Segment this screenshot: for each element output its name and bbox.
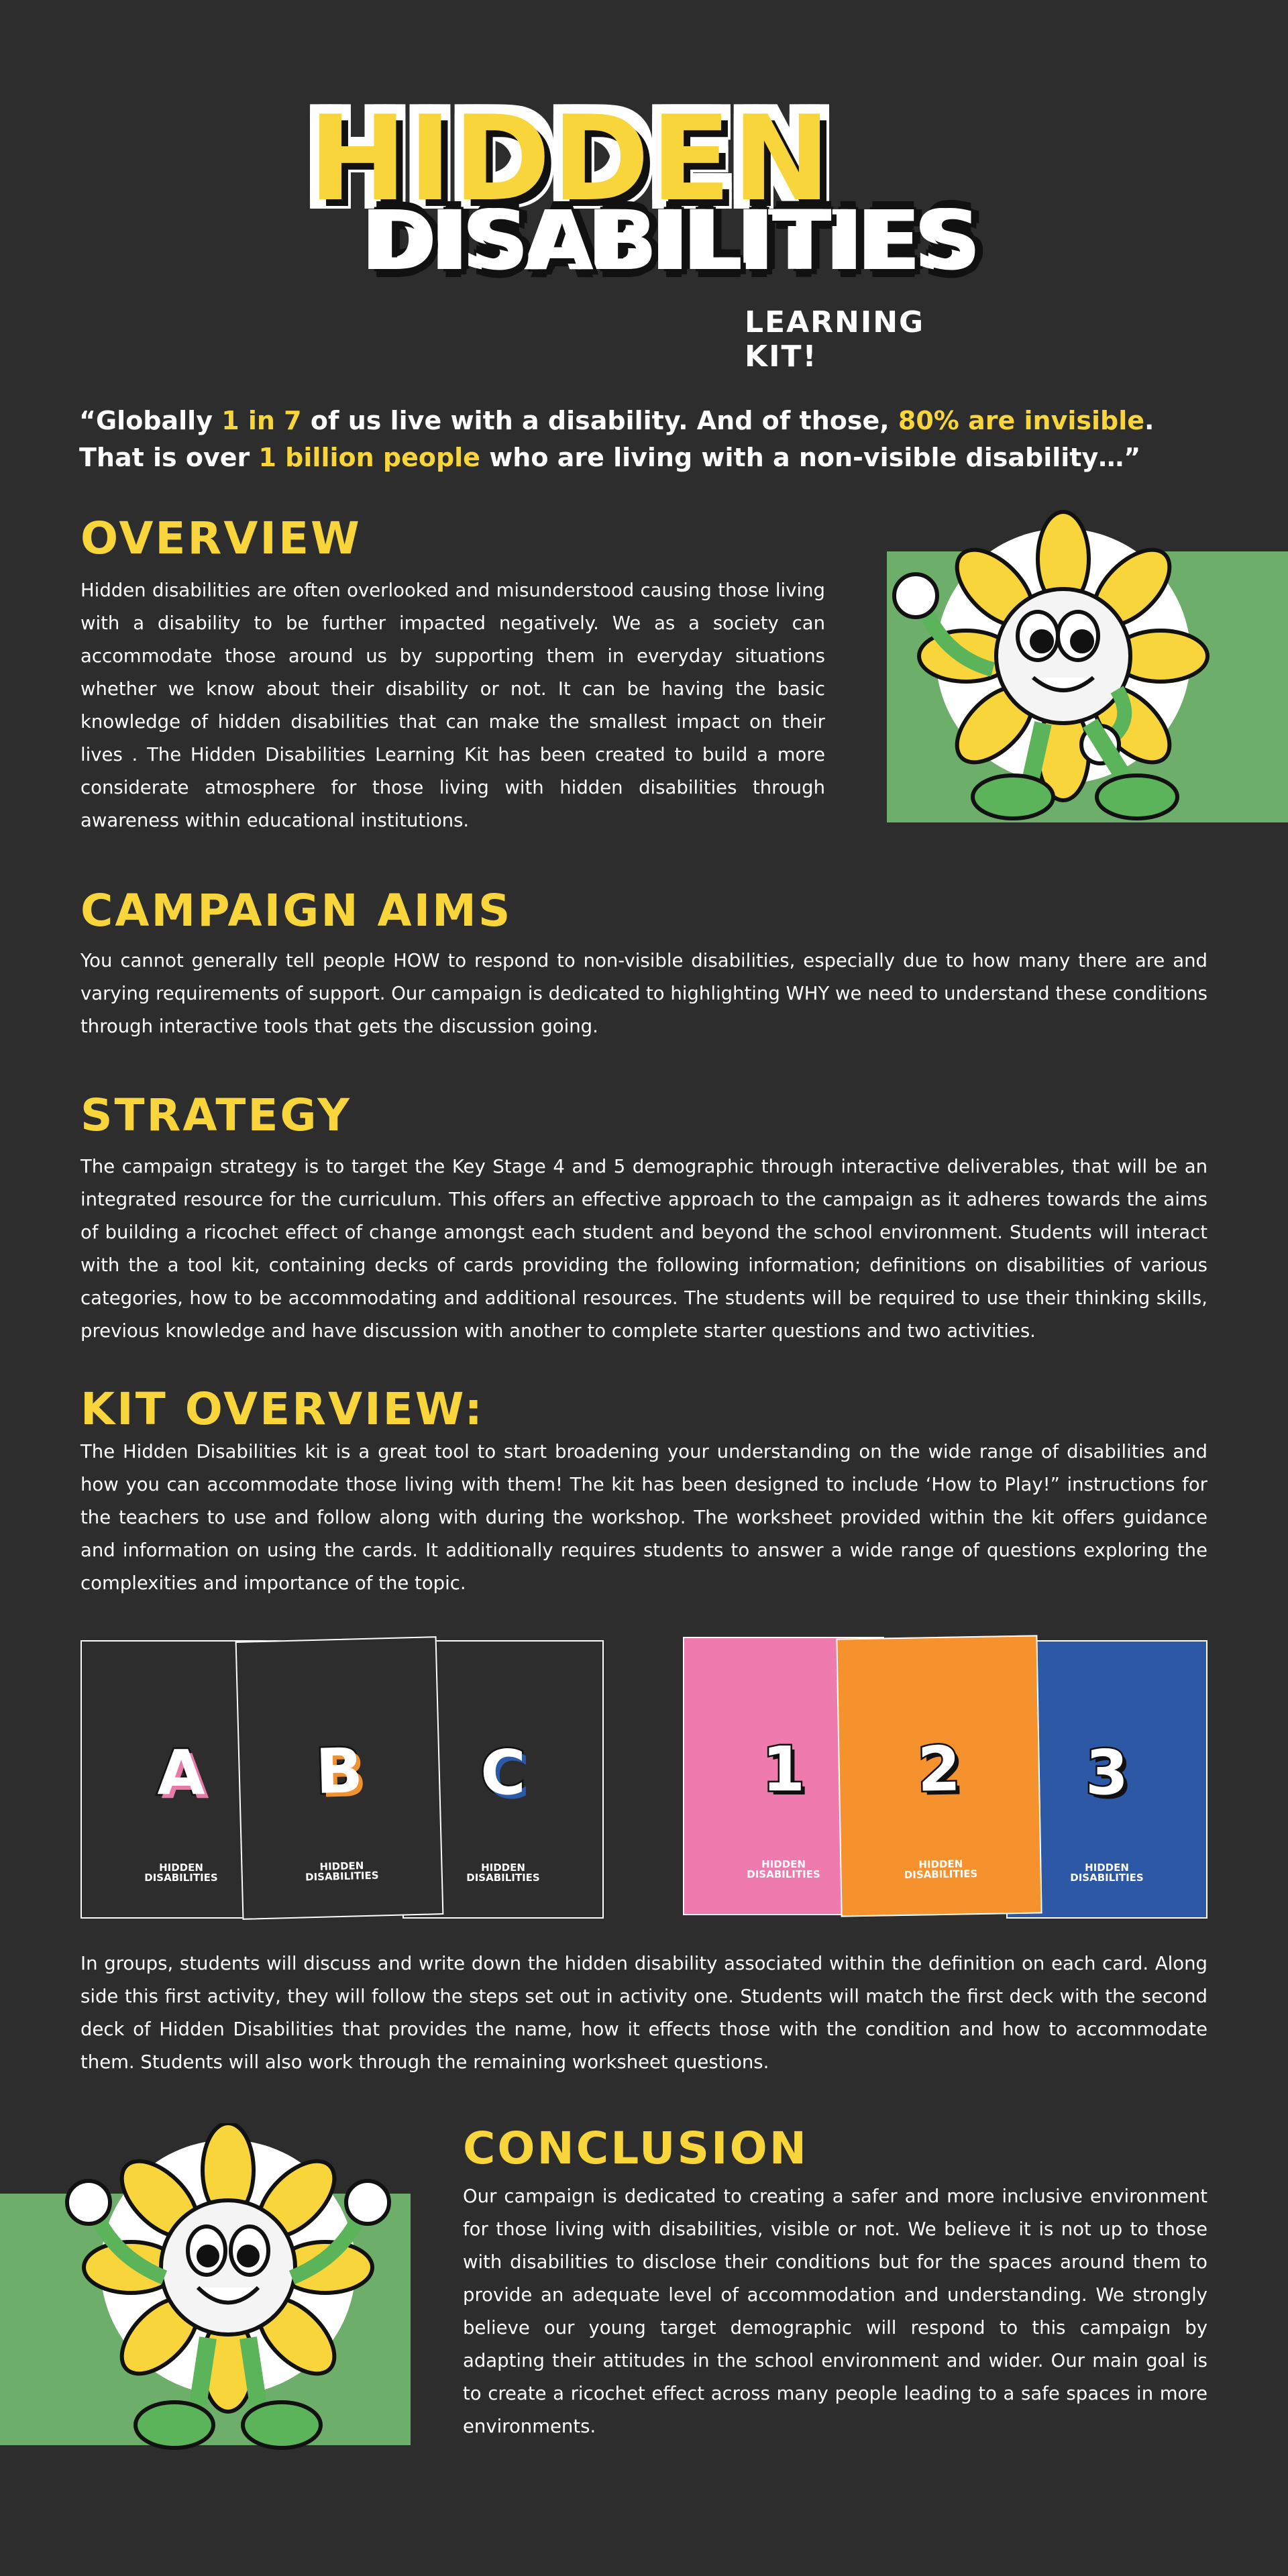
card-mini-logo-line: DISABILITIES [904, 1868, 978, 1881]
quote-text: who are living with a non-visible disability…” [480, 443, 1141, 472]
conclusion-heading: CONCLUSION [463, 2123, 808, 2174]
card-number-label: 3 [1085, 1737, 1128, 1809]
logo-tagline: LEARNING KIT! [745, 305, 925, 374]
card-mini-logo [242, 1859, 441, 1884]
quote-text: of us live with a disability. And of those, [301, 406, 898, 435]
logo-title-disabilities: DISABILITIES [369, 193, 983, 288]
conclusion-text: Our campaign is dedicated to creating a safer and more inclusive environment for those living with disabilities, visible or not. We believe it is not up to those with disabilities to disclose their conditions but for the spaces around them to provide an adequate level of accommodation and understanding. We strongly believe our young target demographic will respond to this campaign by adapting their attitudes in the school environment and wider. Our main goal is to create a ricochet effect across many people leading to a safe spaces in more environments. [463, 2186, 1208, 2437]
card-letter-label: B [315, 1735, 364, 1808]
card-mini-logo-line: HIDDEN [319, 1860, 364, 1873]
card-mini-logo-line: HIDDEN [761, 1858, 806, 1870]
card-letter-label: C [480, 1737, 526, 1809]
card-number-label: 1 [761, 1733, 805, 1805]
card-mini-logo-line: DISABILITIES [466, 1872, 540, 1884]
card-mini-logo-line: DISABILITIES [1070, 1872, 1144, 1884]
card-number-label: 2 [916, 1733, 961, 1806]
overview-text: Hidden disabilities are often overlooked and misunderstood causing those living with a disability to be further impacted negatively. We as a society can accommodate those around us by supporting them in everyday situations whether we know about their disability or not. It can be having the basic knowledge of hidden disabilities that can make the smallest impact on their lives . The Hidden Disabilities Learning Kit has been created to build a more considerate atmosphere for those living with hidden disabilities through awareness within educational institutions. [80, 580, 825, 831]
card-mini-logo-line: DISABILITIES [305, 1869, 379, 1884]
card-mini-logo-line: HIDDEN [918, 1858, 963, 1871]
logo-title-hidden: HIDDEN [309, 91, 833, 227]
intro-quote [79, 402, 1166, 476]
sunflower-mascot-cheering [54, 2123, 402, 2479]
card-letter-b [235, 1636, 444, 1920]
quote-highlight: 1 billion people [258, 443, 480, 472]
quote-text: “Globally [79, 406, 222, 435]
quote-text: . That is over [79, 406, 1155, 472]
card-mini-logo [841, 1858, 1040, 1881]
sunflower-mascot-waving [862, 502, 1211, 844]
quote-highlight: 1 in 7 [221, 406, 302, 435]
strategy-heading: STRATEGY [80, 1089, 352, 1141]
campaign-aims-heading: CAMPAIGN AIMS [80, 885, 513, 936]
card-letter-label: A [157, 1737, 205, 1809]
campaign-aims-text: You cannot generally tell people HOW to respond to non-visible disabilities, especially due to how many there are and varying requirements of support. Our campaign is dedicated to highlighting WHY we need to understand these conditions through interactive tools that gets the discussion going. [80, 950, 1208, 1037]
card-mini-logo-line: HIDDEN [1085, 1862, 1129, 1874]
strategy-text: The campaign strategy is to target the Key Stage 4 and 5 demographic through interactive deliverables, that will be an integrated resource for the curriculum. This offers an effective approach to the campaign as it adheres towards the aims of building a ricochet effect of change amongst each student and beyond the school environment. Students will interact with the a tool kit, containing decks of cards providing the following information; definitions on disabilities of various categories, how to be accommodating and additional resources. The students will be required to use their thinking skills, previous knowledge and have discussion with another to complete starter questions and two activities. [80, 1156, 1208, 1342]
activity-text: In groups, students will discuss and write down the hidden disability associated within the definition on each card. Along side this first activity, they will follow the steps set out in activity one. Students will match the first deck with the second deck of Hidden Disabilities that provides the name, how it effects those with the condition and how to accommodate them. Students will also work through the remaining worksheet questions. [80, 1953, 1208, 2073]
overview-heading: OVERVIEW [80, 513, 362, 564]
card-mini-logo-line: HIDDEN [481, 1862, 525, 1874]
kit-overview-text: The Hidden Disabilities kit is a great tool to start broadening your understanding on the wide range of disabilities and how you can accommodate those living with them! The kit has been designed to include ‘How to Play!” instructions for the teachers to use and follow along with during the workshop. The worksheet provided within the kit offers guidance and information on using the cards. It additionally requires students to answer a wide range of questions exploring the complexities and importance of the topic. [80, 1441, 1208, 1594]
card-number-2 [836, 1635, 1042, 1917]
kit-overview-heading: KIT OVERVIEW: [80, 1383, 484, 1435]
card-mini-logo-line: HIDDEN [159, 1862, 203, 1874]
card-mini-logo-line: DISABILITIES [747, 1868, 820, 1880]
logo [295, 91, 993, 374]
card-mini-logo-line: DISABILITIES [144, 1872, 218, 1884]
quote-highlight: 80% are invisible [898, 406, 1145, 435]
